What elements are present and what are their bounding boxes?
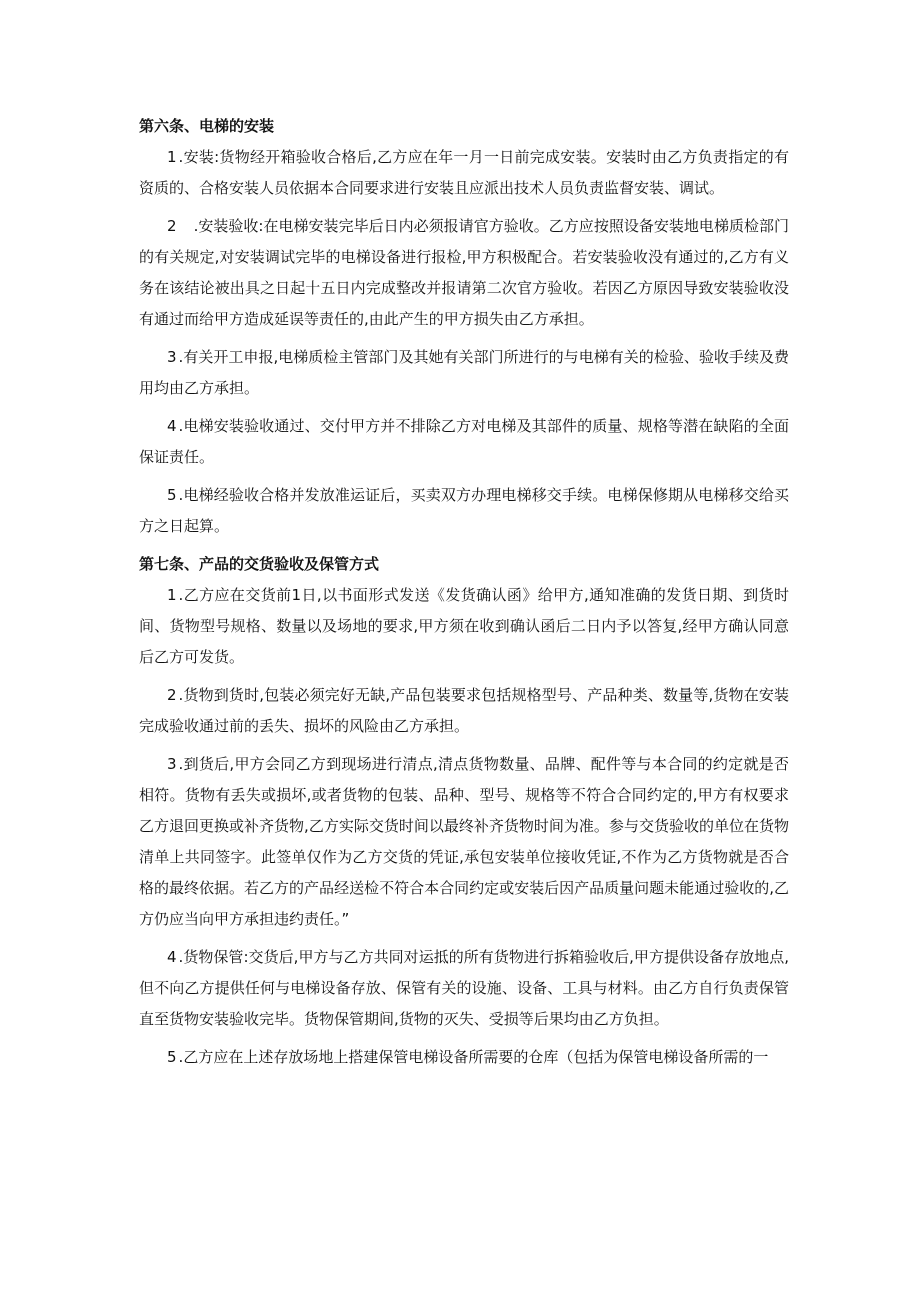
clause-item — [139, 411, 789, 473]
clause-text: .电梯经验收合格并发放准运证后，买卖双方办理电梯移交手续。电梯保修期从电梯移交给买方之日起算。 — [139, 486, 789, 535]
clause-number: 2 — [167, 686, 177, 704]
clause-text: .乙方应在交货前1日,以书面形式发送《发货确认函》给甲方,通知准确的发货日期、到货时间、货物型号规格、数量以及场地的要求,甲方须在收到确认函后二日内予以答复,经甲方确认同意后乙方可发货。 — [139, 586, 789, 666]
clause-text: .安装验收:在电梯安装完毕后日内必须报请官方验收。乙方应按照设备安装地电梯质检部门的有关规定,对安装调试完毕的电梯设备进行报检,甲方积极配合。若安装验收没有通过的,乙方有义务在该结论被出具之日起十五日内完成整改并报请第二次官方验收。若因乙方原因导致安装验收没有通过而给甲方造成延误等责任的,由此产生的甲方损失由乙方承担。 — [139, 217, 789, 328]
clause-number: 3 — [167, 348, 177, 366]
section-heading: 第七条、产品的交货验收及保管方式 — [139, 555, 380, 573]
clause-item — [139, 680, 789, 742]
clause-item — [139, 942, 789, 1035]
clause-number: 4 — [167, 948, 177, 966]
clause-text: .电梯安装验收通过、交付甲方并不排除乙方对电梯及其部件的质量、规格等潜在缺陷的全面保证责任。 — [139, 417, 789, 466]
clause-text: .有关开工申报,电梯质检主管部门及其她有关部门所进行的与电梯有关的检验、验收手续及费用均由乙方承担。 — [139, 348, 789, 397]
clause-text: .货物到货时,包装必须完好无缺,产品包装要求包括规格型号、产品种类、数量等,货物在安装完成验收通过前的丢失、损坏的风险由乙方承担。 — [139, 686, 789, 735]
clause-number: 5 — [167, 486, 177, 504]
clause-number: 2 — [167, 217, 177, 235]
section-article-6 — [139, 111, 789, 542]
clause-text: .安装:货物经开箱验收合格后,乙方应在年一月一日前完成安装。安装时由乙方负责指定的有资质的、合格安装人员依据本合同要求进行安装且应派出技术人员负责监督安装、调试。 — [139, 148, 789, 197]
clause-item — [139, 580, 789, 673]
clause-number: 1 — [167, 586, 177, 604]
clause-item — [139, 142, 789, 204]
section-heading: 第六条、电梯的安装 — [139, 117, 275, 135]
clause-item — [139, 342, 789, 404]
clause-text: .到货后,甲方会同乙方到现场进行清点,清点货物数量、品牌、配件等与本合同的约定就是否相符。货物有丢失或损坏,或者货物的包装、品种、型号、规格等不符合合同约定的,甲方有权要求乙方退回更换或补齐货物,乙方实际交货时间以最终补齐货物时间为准。参与交货验收的单位在货物清单上共同签字。此签单仅作为乙方交货的凭证,承包安装单位接收凭证,不作为乙方货物就是否合格的最终依据。若乙方的产品经送检不符合本合同约定或安装后因产品质量问题未能通过验收的,乙方仍应当向甲方承担违约责任。” — [139, 755, 789, 928]
section-article-7 — [139, 549, 789, 1073]
clause-item — [139, 1042, 789, 1073]
clause-text: .货物保管:交货后,甲方与乙方共同对运抵的所有货物进行拆箱验收后,甲方提供设备存放地点,但不向乙方提供任何与电梯设备存放、保管有关的设施、设备、工具与材料。由乙方自行负责保管直至货物安装验收完毕。货物保管期间,货物的灭失、受损等后果均由乙方负担。 — [139, 948, 789, 1028]
clause-text: .乙方应在上述存放场地上搭建保管电梯设备所需要的仓库（包括为保管电梯设备所需的一 — [178, 1048, 769, 1066]
clause-number: 4 — [167, 417, 177, 435]
clause-item — [139, 211, 789, 335]
clause-number: 3 — [167, 755, 177, 773]
document-body — [139, 111, 789, 1080]
clause-number: 5 — [167, 1048, 177, 1066]
clause-item — [139, 480, 789, 542]
clause-number: 1 — [167, 148, 177, 166]
clause-item — [139, 749, 789, 935]
